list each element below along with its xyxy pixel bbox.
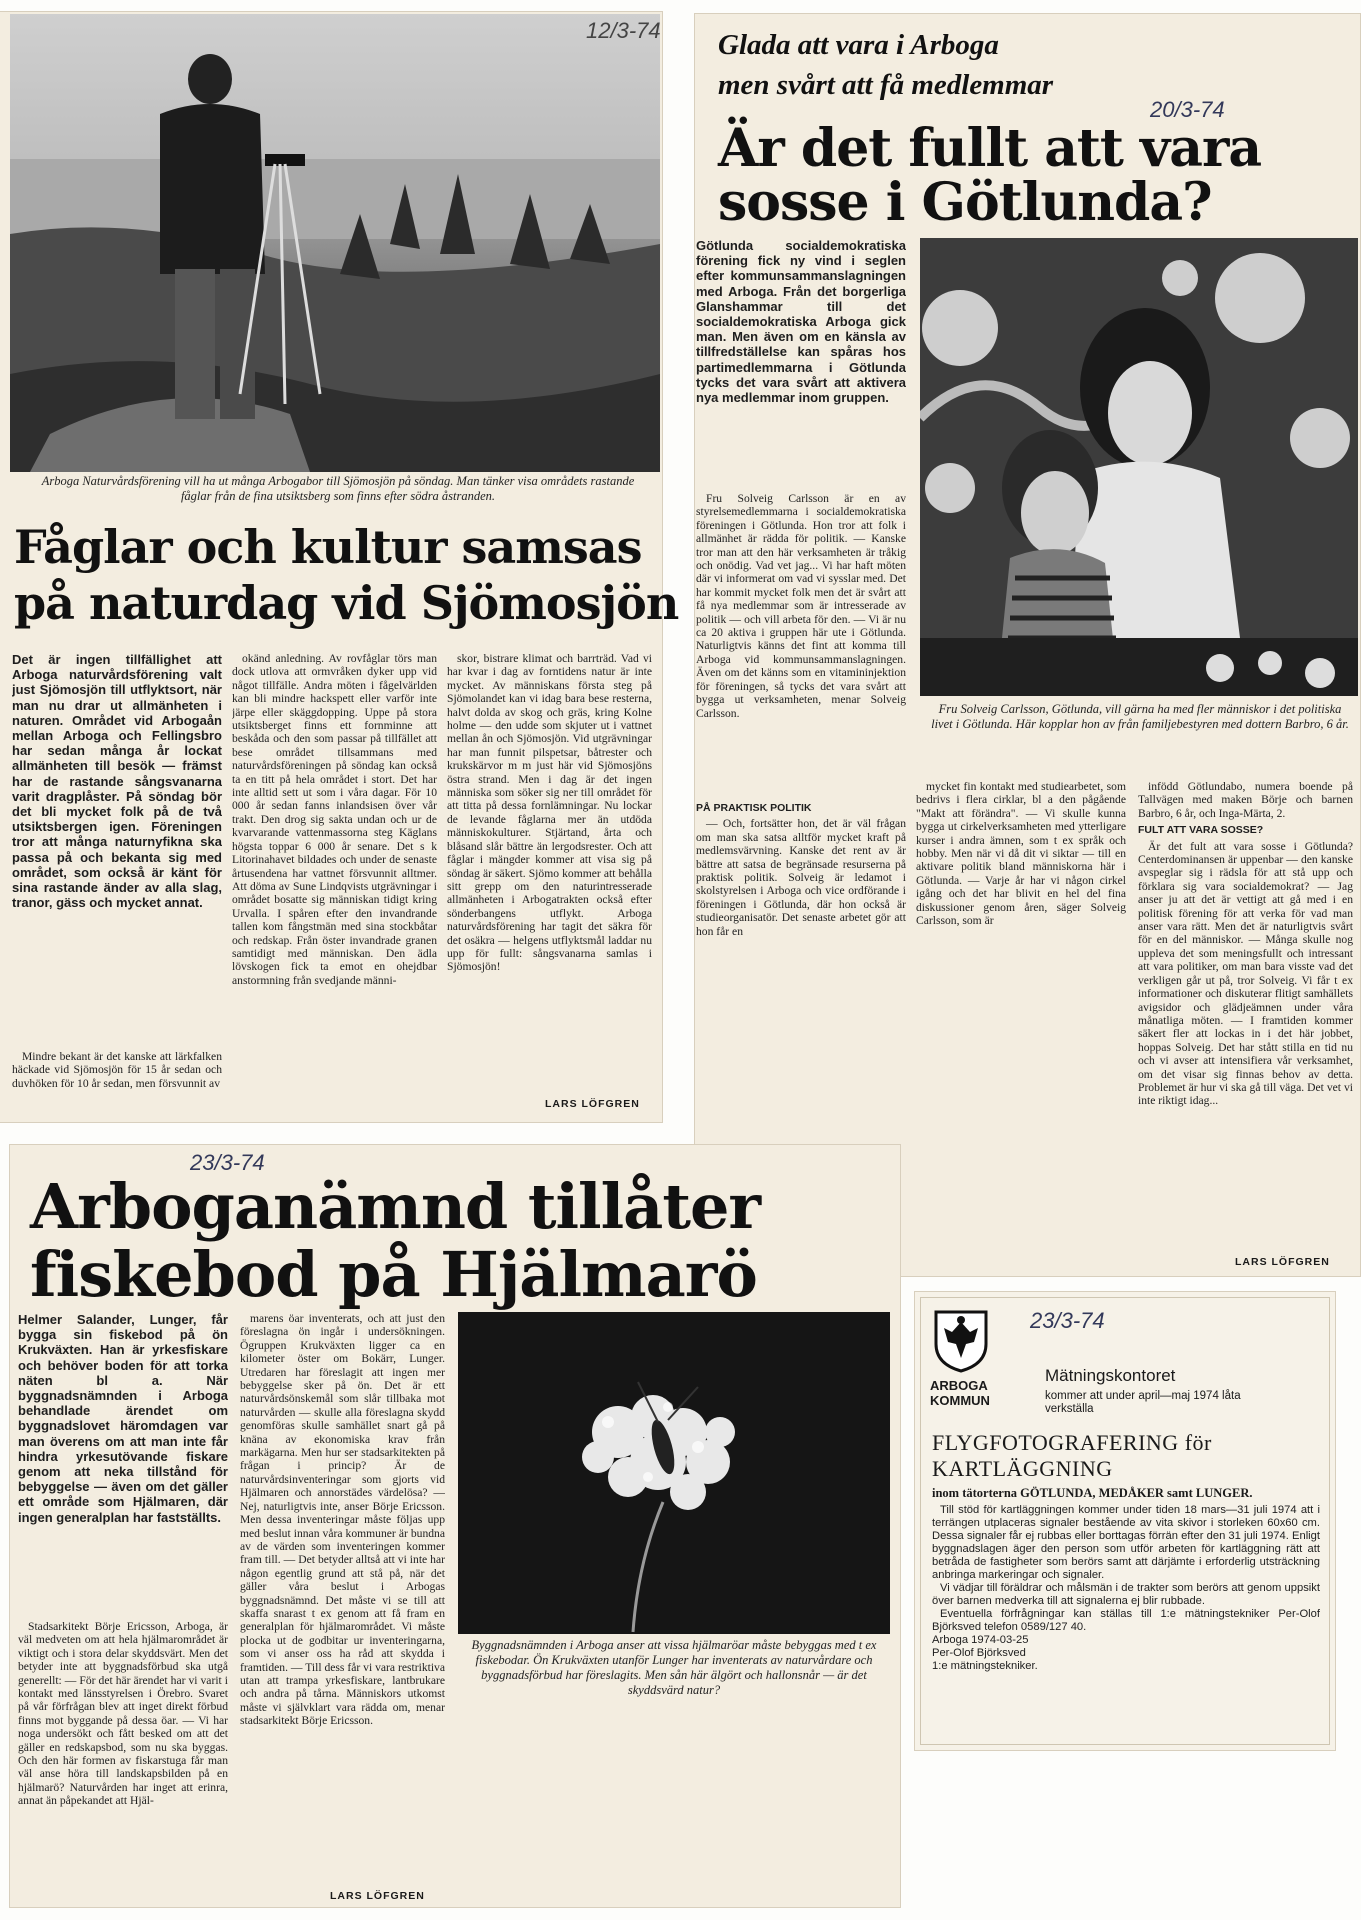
article-column-3 bbox=[447, 652, 652, 1092]
notice-title-line-2: KARTLÄGGNING bbox=[932, 1456, 1113, 1481]
flower-image bbox=[458, 1312, 890, 1634]
headline-line-1: Fåglar och kultur samsas bbox=[14, 520, 642, 574]
kicker-line-2: men svårt att få medlemmar bbox=[718, 69, 1054, 101]
headline-line-1: Arboganämnd tillåter bbox=[30, 1170, 761, 1243]
body-paragraph: Mindre bekant är det kanske att lärkfalken häckade vid Sjömosjön för 15 år sedan och duvhöken för 10 år sedan, men försvunnit av bbox=[12, 1050, 222, 1090]
body-paragraph: mycket fin kontakt med studiearbetet, som bedrivs i flera cirklar, bl a den pågående "Makt att förändra". — Vi skulle kunna bygga ut cirkelverksamheten med ytterligare kurser i andra ämnen, som t ex språk och hobby. Men när vi då dit vi siktar — till en aktivare politik bland människorna här i Götlunda. — Varje år har vi någon cirkel igång och det har blivit en hel del fina diskussioner genom åren, säger Solveig Carlsson, som är bbox=[916, 780, 1126, 928]
article-lead bbox=[12, 652, 222, 1047]
lead-paragraph: Götlunda socialdemokratiska förening fick ny vind i seglen efter kommunsammanslagningen med Arboga. Från det borgerliga Glanshammar till det socialdemokratiska Arboga gick man. Men även om en känsla av tillfredställelse kan spåras hos partimedlemmarna i Götlunda tycks det vara svårt att aktivera nya medlemmar inom gruppen. bbox=[696, 238, 906, 406]
byline: LARS LÖFGREN bbox=[1235, 1256, 1330, 1268]
article-column-2 bbox=[240, 1312, 445, 1890]
notice-body bbox=[932, 1504, 1320, 1734]
photo-caption: Arboga Naturvårdsförening vill ha ut många Arbogabor till Sjömosjön på söndag. Man tänker visa områdets rastande fåglar från de fina utsiktsberg som finns efter södra åstranden. bbox=[41, 474, 635, 503]
article-column-1 bbox=[12, 1050, 222, 1122]
office-name: Mätningskontoret bbox=[1045, 1366, 1176, 1385]
handwritten-date: 12/3-74 bbox=[586, 18, 661, 43]
body-paragraph: marens öar inventerats, och att just den föreslagna ön ingår i undersökningen. Ögruppen Krukväxten ligger ca en kilometer öster om Bokärr, Lunger. Utredaren har föreslagit att ingen mer bebyggelse sker på ön. Det är ett naturvårdsönskemål som slår tillbaka mot naturvården — skulle alla föreslagna skydd genomföras skulle samhället snart gå på knäna av ekonomiska krav från markägarna. Men hur ser stadsarkitekten på frågan i princip? Är de naturvårdsinventeringar som gjorts vid Hjälmaren och annorstädes värdelösa? — Nej, naturligtvis inte, anser Börje Ericsson. Men dessa inventeringar måste följas upp med beslut innan våra kommuner är bundna av de värden som inventeringen kommer fram till. — Det betyder alltså att vi inte har någon egentlig grund att stå på, när det gäller våra beslut i Arbogas byggnadsnämnd. Det måste vi se till att skaffa snarast t ex genom att få fram en generalplan för hjälmarområdet. Vi måste plocka ut de godbitar ur inventeringarna, som vi anser oss ha råd att skydda i framtiden. — Till dess får vi vara restriktiva utan att trampa yrkesfiskare, lantbrukare och andra på tårna. Människors utkomst måste vi självklart vara rädda om, menar stadsarkitekt Börje Ericsson. bbox=[240, 1312, 445, 1728]
notice-paragraph: Till stöd för kartläggningen kommer under tiden 18 mars—31 juli 1974 att i terrängen utplaceras signaler bestående av vita skivor i storleken 60x60 cm. Dessa signaler får ej rubbas eller borttagas förrän efter den 31 juli 1974. Enligt byggnadslagen äger den person som utför arbeten för kartläggning rätt att betråda de fastigheter som berörs samt att därjämte i erforderlig utsträckning anbringa markeringar och signaler. bbox=[932, 1504, 1320, 1581]
notice-title-line-1: FLYGFOTOGRAFERING för bbox=[932, 1430, 1212, 1455]
handwritten-date: 23/3-74 bbox=[190, 1150, 265, 1175]
notice-signature-name: Per-Olof Björksved bbox=[932, 1647, 1026, 1659]
body-paragraph: Stadsarkitekt Börje Ericsson, Arboga, är väl medveten om att hela hjälmarområdet är viktigt och i stora delar skyddsvärt. Men det betyder inte att byggnadsförbud ska utgå generellt: — För det här ärendet har vi varit i kontakt med länsstyrelsen i Örebro. Svaret på vår förfrågan blev att inget direkt förbud finns mot byggande på dessa öar. — Vi har noga undersökt och fått besked om att det gäller en redskapsbod, som nu ska byggas. Och den här formen av fiskarstuga får man väl anse höra till landskapsbilden på en hjälmarö? Naturvården har inget att erinra, annat än påpekandet att Hjäl- bbox=[18, 1620, 228, 1808]
byline: LARS LÖFGREN bbox=[330, 1890, 425, 1902]
lead-paragraph: Helmer Salander, Lunger, får bygga sin fiskebod på ön Krukväxten. Han är yrkesfiskare och behöver boden för att torka näten bl a. När byggnadsnämnden i Arboga behandlade ärendet om byggnadslovet häromdagen var man överens om att man inte får hindra yrkesutövande fiskare genom att neka tillstånd för bebyggelse — även om det gäller ett område som Hjälmaren, där ingen generalplan har fastställts. bbox=[18, 1312, 228, 1525]
body-paragraph: skor, bistrare klimat och barrträd. Vad vi har kvar i dag av forntidens natur är inte mycket. Av människans första steg på Sjömolandet kan vi idag bara bese resterna, halvt dolda av skog och gräs, kring Kolne holme — den udde som skjuter ut i vattnet mellan ån och Sjömosjön. Vid utgrävningar har man funnit pilspetsar, båtrester och krukskärvor m m just här vid Sjömosjöns östra strand. Men i dag är det ingen människa som söker sig ner till området för att titta på dessa fornlämningar. Nu lockar de levande fåglarna mer än utdöda människokulturer. Stjärtand, årta och blåsand slår bättre än lergodsrester. Och att fåglar i mängder kommer att visa sig på söndag är säkert. Sjömo kommer att behålla sitt grepp om den naturintresserade allmänheten i Arbogatrakten också efter sönderbangens utflykt. Arboga naturvårdsförening har tagit det säkra för det osäkra — helgens utflyktsmål laddar nu upp för fullt: sångsvanarna samlas i Sjömosjön! bbox=[447, 652, 652, 974]
org-name-line-2: KOMMUN bbox=[930, 1393, 990, 1408]
article-column-1 bbox=[696, 492, 906, 796]
article-column-2 bbox=[916, 780, 1126, 1036]
subheading: FULT ATT VARA SOSSE? bbox=[1138, 824, 1264, 837]
arboga-coat-of-arms-icon bbox=[932, 1308, 990, 1374]
handwritten-date: 23/3-74 bbox=[1030, 1308, 1105, 1333]
body-paragraph: Fru Solveig Carlsson är en av styrelsemedlemmarna i socialdemokratiska föreningen i Götlunda. Hon tror att folk i allmänhet är rädda för politik. — Kanske tror man att den här verksamheten är tråkig och onödig. Vad vet jag... Vi har haft möten där vi informerat om vad vi sysslar med. Det har kommit mycket folk men det är svårt att få nya medlemmar som är intresserade av politik — och vill arbeta för den. — Vi är nu ca 20 aktiva i gruppen här ute i Götlunda. Naturligtvis känns det fint att komma till Arboga vid kommunsammanslagningen. Även om det känns som en vitamininjektion för föreningen, så tycks det vara svårt att bygga ut verksamheten, menar Solveig Carlsson. bbox=[696, 492, 906, 720]
subheading: PÅ PRAKTISK POLITIK bbox=[696, 802, 812, 814]
photo-birdwatcher bbox=[10, 14, 660, 472]
kicker-line-1: Glada att vara i Arboga bbox=[718, 29, 999, 61]
org-name-line-1: ARBOGA bbox=[930, 1378, 988, 1393]
article-lead bbox=[18, 1312, 228, 1614]
body-paragraph: Är det fult att vara sosse i Götlunda? Centerdominansen är uppenbar — den kanske avspeglar sig i rädsla för att stå upp och förklara sig vara socialdemokrat? — Jag anser ju att det är vettigt att gå med i en politisk förening för att verka för vad man anser vara rätt. Men det är naturligtvis svårt för en del människor. — Många skulle nog uppleva det som meningsfullt och intressant att vara politiker, om man bara visste vad det verkligen går ut på, tror Solveig. Vi får t ex informationer och diskuterar flitigt samhällets avigsidor och glädjeämnen under våra månatliga möten. — I framtiden kommer säkert fler att lockas in i det här jobbet, hoppas Solveig. Det har stått stilla en tid nu och vi avser att intensifiera vår verksamhet, om det visar sig finnas behov av detta. Problemet är hur vi ska gå till väga. Det vet vi inte riktigt idag... bbox=[1138, 839, 1353, 1108]
photo-caption: Byggnadsnämnden i Arboga anser att vissa hjälmaröar måste bebyggas med t ex fiskebodar. Ön Krukväxten utanför Lunger har inventerats av naturvårdare och byggnadsförbud har föreslagits. Men sån här älgört och hallonsnår — är det skyddsvärd natur? bbox=[471, 1638, 877, 1697]
notice-intro: kommer att under april—maj 1974 låta verkställa bbox=[1045, 1390, 1241, 1415]
article-lead bbox=[696, 238, 906, 486]
photo-caption: Fru Solveig Carlsson, Götlunda, vill gärna ha med fler människor i det politiska livet i Götlunda. Här kopplar hon av från familjebestyren med dottern Barbro, 6 år. bbox=[931, 702, 1349, 731]
body-paragraph: infödd Götlundabo, numera boende på Tallvägen med maken Börje och barnen Barbro, 6 år, och Inga-Märta, 2. bbox=[1138, 780, 1353, 820]
headline-line-2: sosse i Götlunda? bbox=[718, 172, 1212, 233]
birdwatcher-image bbox=[10, 14, 660, 472]
notice-scope: inom tätorterna GÖTLUNDA, MEDÅKER samt LUNGER. bbox=[932, 1486, 1253, 1500]
body-paragraph: — Och, fortsätter hon, det är väl frågan om man ska satsa alltför mycket kraft på medlemsvärvning. Kanske det rent av är bättre att satsa de begränsade resurserna på praktisk politik. Solveig är ledamot i skolstyrelsen i Arboga och vice ordförande i föreningen i Götlunda, där hon också är studieorganisatör. Det senaste arbetet gör att hon får en bbox=[696, 817, 906, 938]
article-column-3 bbox=[1138, 780, 1353, 1250]
notice-signature-title: 1:e mätningstekniker. bbox=[932, 1660, 1038, 1672]
notice-signature-date: Arboga 1974-03-25 bbox=[932, 1634, 1029, 1646]
notice-paragraph: Vi vädjar till föräldrar och målsmän i de trakter som berörs att genom uppsikt över barnen medverka till att signalerna ej blir rubbade. bbox=[932, 1582, 1320, 1607]
byline: LARS LÖFGREN bbox=[545, 1098, 640, 1110]
lead-paragraph: Det är ingen tillfällighet att Arboga naturvårdsförening valt just Sjömosjön till utflyktsort, när man nu drar ut allmänheten i naturen. Området vid Arbogaån mellan Arboga och Fellingsbro har sedan många år lockat allmänheten till besök — främst har de rastande sångsvanarna varit dragplåster. På söndag bör det bli mycket folk på de två utsiktsbergen igen. Föreningen tror att många naturnyfikna ska passa på och bekanta sig med området, som också är känt för sina rastande änder av alla slag, tranor, gäss och mycket annat. bbox=[12, 652, 222, 911]
handwritten-date: 20/3-74 bbox=[1150, 97, 1225, 122]
article-column-1b bbox=[696, 798, 906, 1036]
headline-line-1: Är det fullt att vara bbox=[718, 118, 1262, 179]
photo-mother-daughter bbox=[920, 238, 1358, 696]
article-column-1 bbox=[18, 1620, 228, 1888]
headline-line-2: fiskebod på Hjälmarö bbox=[30, 1238, 757, 1311]
portrait-image bbox=[920, 238, 1358, 696]
notice-paragraph: Eventuella förfrågningar kan ställas till 1:e mätningstekniker Per-Olof Björksved telefon 0589/127 40. bbox=[932, 1608, 1320, 1633]
body-paragraph: okänd anledning. Av rovfåglar törs man dock utlova att ormvråken dyker upp vid något tillfälle. Andra möten i fågelvärlden kan bli mindre hackspett eller varför inte järpe eller skäggdopping. Uppe på stora utsiktsberget finns ett fornminne att beskåda och den som passar på tillfället att bese området tillsammans med naturvårdsföreningen på söndag kan också ta en titt på hela området i stort. Det har inte alltid sett ut som i våra dagar. För 10 000 år sedan fanns inlandsisen över vår trakt. Den drog sig sakta undan och ur de kvarvarande vattenmassorna steg Käglans högsta toppar 6 000 år senare. Det s k Litorinahavet bildades och under de senaste årtusendena har vattnet försvunnit alltmer. Att döma av Sune Lindqvists utgrävningar i området bosatte sig människan tidigt kring Urvalla. I spåren efter den invandrande tallen kom fångstmän med sina stockbåtar och redskap. Från öster invandrade granen samtidigt med människan. Den ädla lövskogen fick ta emot en ohejdbar anstormning från svedjande männi- bbox=[232, 652, 437, 987]
photo-meadowsweet bbox=[458, 1312, 890, 1634]
article-column-2 bbox=[232, 652, 437, 1122]
headline-line-2: på naturdag vid Sjömosjön bbox=[14, 576, 679, 630]
